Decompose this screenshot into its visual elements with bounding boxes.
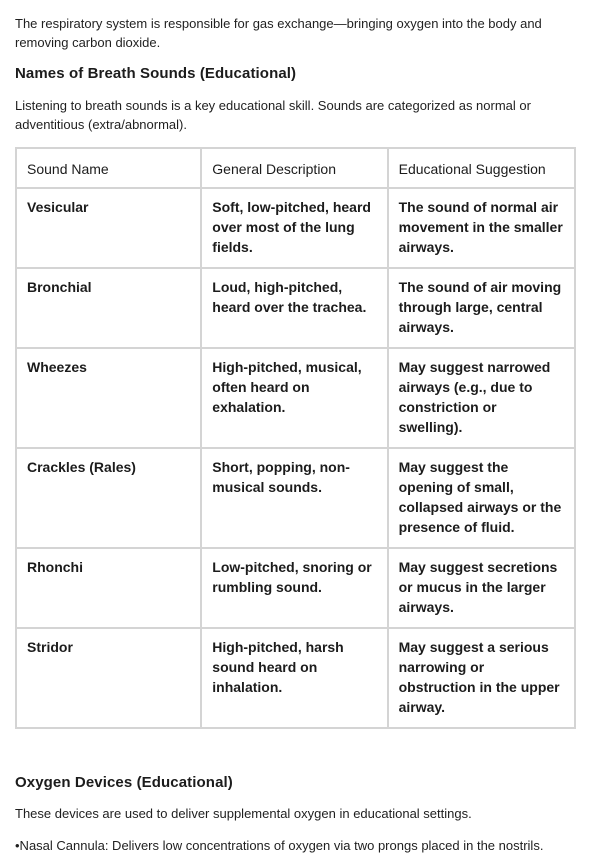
cell-description: High-pitched, musical, often heard on exhalation. xyxy=(201,348,387,448)
intro-paragraph: The respiratory system is responsible for gas exchange—bringing oxygen into the body and removing carbon dioxide. xyxy=(15,16,542,50)
cell-suggestion: The sound of air moving through large, central airways. xyxy=(388,268,575,348)
cell-sound-name: Crackles (Rales) xyxy=(16,448,201,548)
cell-sound-name: Vesicular xyxy=(16,188,201,268)
column-header-educational-suggestion: Educational Suggestion xyxy=(388,148,575,188)
cell-suggestion: May suggest the opening of small, collapsed airways or the presence of fluid. xyxy=(388,448,575,548)
cell-sound-name: Stridor xyxy=(16,628,201,728)
table-row xyxy=(16,448,575,548)
cell-sound-name: Rhonchi xyxy=(16,548,201,628)
cell-description: Low-pitched, snoring or rumbling sound. xyxy=(201,548,387,628)
column-header-sound-name: Sound Name xyxy=(16,148,201,188)
table-row xyxy=(16,348,575,448)
document-page xyxy=(15,14,578,855)
column-header-general-description: General Description xyxy=(201,148,387,188)
table-row xyxy=(16,628,575,728)
breath-sounds-description: Listening to breath sounds is a key educational skill. Sounds are categorized as normal or adventitious (extra/abnormal). xyxy=(15,98,531,132)
list-item: •Nasal Cannula: Delivers low concentrations of oxygen via two prongs placed in the nostrils. xyxy=(15,838,544,853)
cell-suggestion: May suggest narrowed airways (e.g., due to constriction or swelling). xyxy=(388,348,575,448)
oxygen-devices-heading: Oxygen Devices (Educational) xyxy=(15,774,233,791)
cell-description: High-pitched, harsh sound heard on inhalation. xyxy=(201,628,387,728)
cell-description: Short, popping, non-musical sounds. xyxy=(201,448,387,548)
cell-description: Loud, high-pitched, heard over the trachea. xyxy=(201,268,387,348)
oxygen-devices-description: These devices are used to deliver supplemental oxygen in educational settings. xyxy=(15,806,472,821)
cell-sound-name: Wheezes xyxy=(16,348,201,448)
breath-sounds-table xyxy=(15,147,576,729)
table-row xyxy=(16,548,575,628)
cell-description: Soft, low-pitched, heard over most of the lung fields. xyxy=(201,188,387,268)
cell-suggestion: May suggest a serious narrowing or obstruction in the upper airway. xyxy=(388,628,575,728)
cell-suggestion: May suggest secretions or mucus in the larger airways. xyxy=(388,548,575,628)
table-header-row xyxy=(16,148,575,188)
breath-sounds-heading: Names of Breath Sounds (Educational) xyxy=(15,65,297,82)
table-row xyxy=(16,188,575,268)
table-row xyxy=(16,268,575,348)
cell-sound-name: Bronchial xyxy=(16,268,201,348)
cell-suggestion: The sound of normal air movement in the smaller airways. xyxy=(388,188,575,268)
